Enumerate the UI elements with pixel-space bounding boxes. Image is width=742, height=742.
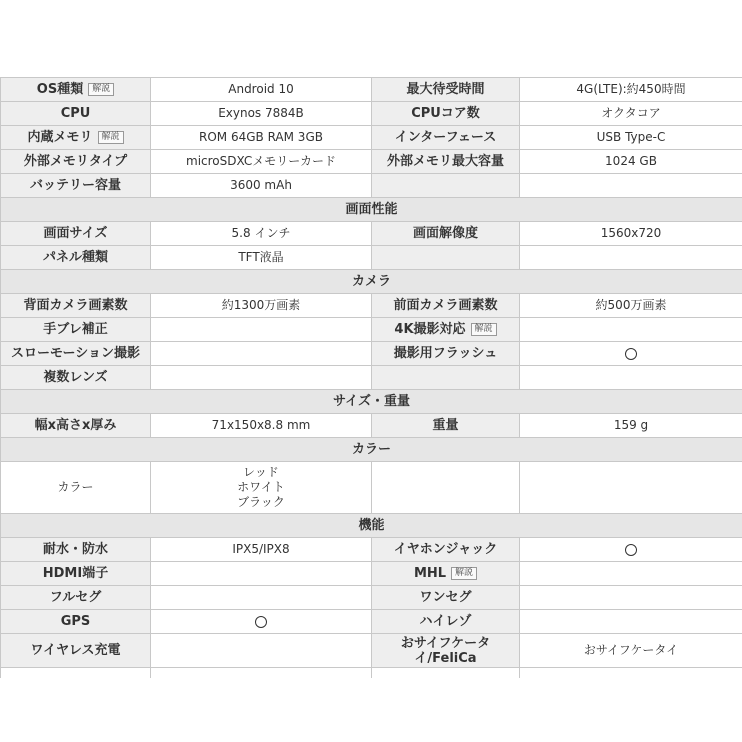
value-empty [372, 462, 520, 514]
value-mhl [520, 562, 742, 586]
label-hi-res: ハイレゾ [372, 610, 520, 634]
label-interface: インターフェース [372, 126, 520, 150]
value-rear-camera: 約1300万画素 [151, 294, 372, 318]
value-gps [151, 610, 372, 634]
label-image-stabilization: 手ブレ補正 [1, 318, 151, 342]
section-title-camera: カメラ [1, 270, 742, 294]
label-external-memory-type: 外部メモリタイプ [1, 150, 151, 174]
label-slow-motion: スローモーション撮影 [1, 342, 151, 366]
section-title-size-weight: サイズ・重量 [1, 390, 742, 414]
supported-mark-icon [255, 616, 267, 628]
label-rear-camera: 背面カメラ画素数 [1, 294, 151, 318]
label-earphone-jack: イヤホンジャック [372, 538, 520, 562]
value-fullseg [151, 586, 372, 610]
value-battery: 3600 mAh [151, 174, 372, 198]
value-hi-res [520, 610, 742, 634]
value-empty [520, 174, 742, 198]
value-empty [520, 366, 742, 390]
label-osaifu: おサイフケータ イ/FeliCa [372, 634, 520, 668]
value-panel-type: TFT液晶 [151, 246, 372, 270]
label-color: カラー [1, 462, 151, 514]
value-wireless-charging [151, 634, 372, 668]
label-os-type: OS種類 解説 [1, 78, 151, 102]
row-stabilization [1, 318, 742, 342]
label-standby-time: 最大待受時間 [372, 78, 520, 102]
label-dimensions: 幅x高さx厚み [1, 414, 151, 438]
value-cpu-cores: オクタコア [520, 102, 742, 126]
spec-table [0, 77, 742, 678]
section-title-display: 画面性能 [1, 198, 742, 222]
color-item: ホワイト [237, 480, 285, 494]
supported-mark-icon [625, 544, 637, 556]
row-screen [1, 222, 742, 246]
label-weight: 重量 [372, 414, 520, 438]
value-empty [520, 246, 742, 270]
help-button-os[interactable]: 解説 [88, 83, 114, 96]
value-os-type: Android 10 [151, 78, 372, 102]
label-gps: GPS [1, 610, 151, 634]
label-empty [372, 174, 520, 198]
section-color [1, 438, 742, 462]
color-item: レッド [243, 465, 279, 479]
section-features [1, 514, 742, 538]
value-oneseg [520, 586, 742, 610]
row-slow-motion [1, 342, 742, 366]
row-color [1, 462, 742, 514]
label-external-memory-max: 外部メモリ最大容量 [372, 150, 520, 174]
label-waterproof: 耐水・防水 [1, 538, 151, 562]
row-hdmi [1, 562, 742, 586]
row-memory [1, 126, 742, 150]
row-dimensions [1, 414, 742, 438]
value-4k-recording [520, 318, 742, 342]
help-button-mhl[interactable]: 解説 [451, 567, 477, 580]
row-panel [1, 246, 742, 270]
color-item: ブラック [237, 495, 285, 509]
label-flash: 撮影用フラッシュ [372, 342, 520, 366]
value-standby-time: 4G(LTE):約450時間 [520, 78, 742, 102]
value-hdmi [151, 562, 372, 586]
row-continuation [1, 668, 742, 678]
label-screen-size: 画面サイズ [1, 222, 151, 246]
label-oneseg: ワンセグ [372, 586, 520, 610]
supported-mark-icon [625, 348, 637, 360]
label-internal-memory: 内蔵メモリ 解説 [1, 126, 151, 150]
section-size-weight [1, 390, 742, 414]
value-weight: 159 g [520, 414, 742, 438]
label-resolution: 画面解像度 [372, 222, 520, 246]
section-title-color: カラー [1, 438, 742, 462]
cell-continuation [372, 668, 520, 678]
value-flash [520, 342, 742, 366]
value-cpu: Exynos 7884B [151, 102, 372, 126]
value-front-camera: 約500万画素 [520, 294, 742, 318]
section-display [1, 198, 742, 222]
help-button-memory[interactable]: 解説 [98, 131, 124, 144]
label-cpu: CPU [1, 102, 151, 126]
value-waterproof: IPX5/IPX8 [151, 538, 372, 562]
label-mhl: MHL 解説 [372, 562, 520, 586]
label-panel-type: パネル種類 [1, 246, 151, 270]
row-waterproof [1, 538, 742, 562]
help-button-4k[interactable]: 解説 [471, 323, 497, 336]
label-battery: バッテリー容量 [1, 174, 151, 198]
label-empty [372, 246, 520, 270]
label-empty [372, 366, 520, 390]
section-camera [1, 270, 742, 294]
row-os [1, 78, 742, 102]
cell-continuation [1, 668, 151, 678]
label-front-camera: 前面カメラ画素数 [372, 294, 520, 318]
value-dimensions: 71x150x8.8 mm [151, 414, 372, 438]
section-title-features: 機能 [1, 514, 742, 538]
label-hdmi: HDMI端子 [1, 562, 151, 586]
row-gps [1, 610, 742, 634]
cell-continuation [520, 668, 742, 678]
row-tv [1, 586, 742, 610]
row-wireless [1, 634, 742, 668]
label-multi-lens: 複数レンズ [1, 366, 151, 390]
value-color-list [151, 462, 372, 514]
value-external-memory-type: microSDXCメモリーカード [151, 150, 372, 174]
value-slow-motion [151, 342, 372, 366]
label-wireless-charging: ワイヤレス充電 [1, 634, 151, 668]
value-internal-memory: ROM 64GB RAM 3GB [151, 126, 372, 150]
row-battery [1, 174, 742, 198]
value-osaifu: おサイフケータイ [520, 634, 742, 668]
value-interface: USB Type-C [520, 126, 742, 150]
value-resolution: 1560x720 [520, 222, 742, 246]
value-screen-size: 5.8 インチ [151, 222, 372, 246]
value-multi-lens [151, 366, 372, 390]
value-empty [520, 462, 742, 514]
row-multi-lens [1, 366, 742, 390]
label-fullseg: フルセグ [1, 586, 151, 610]
label-4k-recording: 4K撮影対応 解説 [372, 318, 520, 342]
cell-continuation [151, 668, 372, 678]
value-earphone-jack [520, 538, 742, 562]
row-external-memory [1, 150, 742, 174]
row-camera-pixels [1, 294, 742, 318]
label-cpu-cores: CPUコア数 [372, 102, 520, 126]
value-image-stabilization [151, 318, 372, 342]
row-cpu [1, 102, 742, 126]
value-external-memory-max: 1024 GB [520, 150, 742, 174]
